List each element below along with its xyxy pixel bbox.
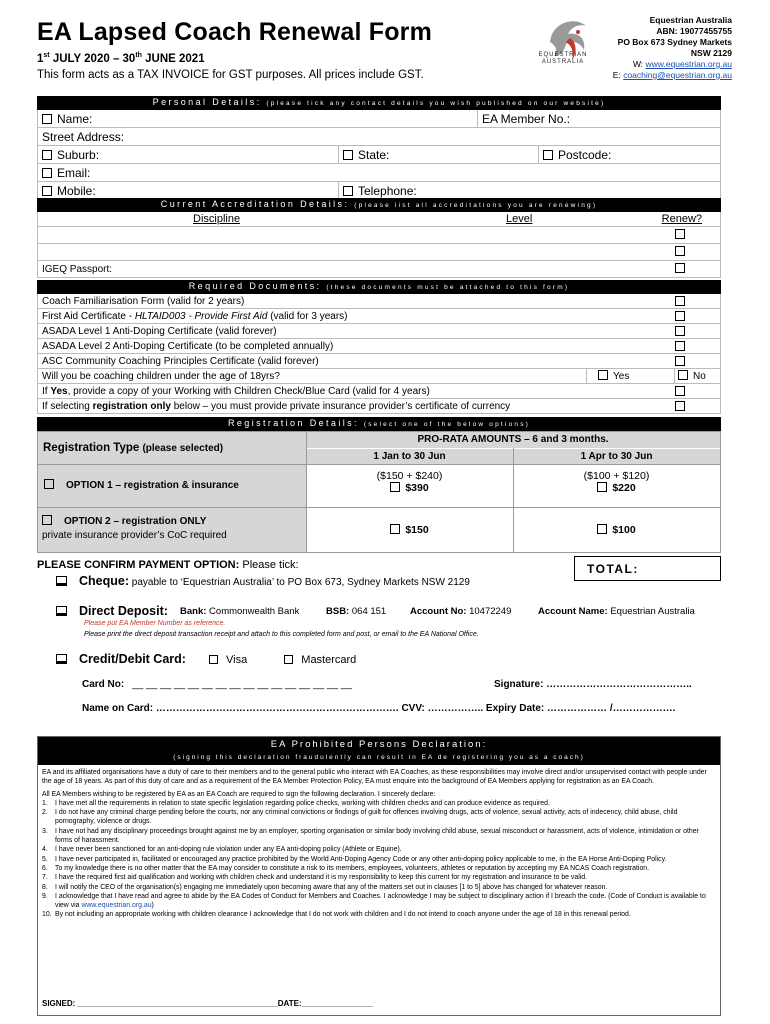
direct-deposit-option[interactable]: Direct Deposit: Bank: Commonwealth Bank BSB: 064 151 Account No: 10472249 Account Name: Equestrian Australia <box>56 604 716 618</box>
children-question-row: Will you be coaching children under the age of 18yrs? Yes No <box>37 369 721 384</box>
option-1-apr-checkbox[interactable] <box>597 482 607 492</box>
pro-rata-header: PRO-RATA AMOUNTS – 6 and 3 months. <box>306 432 720 448</box>
document-row: ASADA Level 1 Anti-Doping Certificate (valid forever) <box>37 324 721 339</box>
postcode-checkbox[interactable] <box>543 150 553 160</box>
declaration-section <box>37 736 721 1016</box>
coc-checkbox[interactable] <box>675 401 685 411</box>
option-2-price-apr: $100 <box>513 524 720 536</box>
option-2-apr-checkbox[interactable] <box>597 524 607 534</box>
website-link[interactable]: www.equestrian.org.au <box>645 59 732 69</box>
option-1-jan-checkbox[interactable] <box>390 482 400 492</box>
personal-details-bar: Personal Details: (please tick any contact details you wish published on our website) <box>37 96 721 110</box>
accreditation-row <box>37 227 721 244</box>
registration-table <box>37 431 721 553</box>
reference-note: Please put EA Member Number as reference. <box>84 620 226 627</box>
option-1-price-apr: ($100 + $120) $220 <box>583 470 650 494</box>
discipline-header: Discipline <box>193 213 241 225</box>
igeq-row <box>37 261 721 278</box>
email-link[interactable]: coaching@equestrian.org.au <box>623 70 732 80</box>
document-checkbox[interactable] <box>675 311 685 321</box>
declaration-item: 1. I have met all the requirements in relation to state specific legislation regarding police checks, working with children checks and can produce evidence as required. <box>42 799 550 807</box>
accreditation-header-row <box>37 212 721 227</box>
renew-checkbox-igeq[interactable] <box>675 263 685 273</box>
declaration-item: 5. I have never participated in, facilitated or encouraged any practice prohibited by the World Anti-Doping Agency Code or any other anti-doping policy applicable to me, in the EA Horse Anti-Doping Policy. <box>42 855 667 863</box>
no-checkbox[interactable] <box>678 370 688 380</box>
option-2-price-jan: $150 <box>306 524 513 536</box>
form-title: EA Lapsed Coach Renewal Form <box>37 18 433 46</box>
wwc-row: If Yes, provide a copy of your Working with Children Check/Blue Card (valid for 4 years) <box>37 384 721 399</box>
option-2[interactable]: OPTION 2 – registration ONLY private insurance provider’s CoC required <box>38 508 306 552</box>
email-checkbox[interactable] <box>42 168 52 178</box>
renew-header: Renew? <box>661 213 702 225</box>
signature-date-line[interactable]: SIGNED: _____________________________________________DATE:________________ <box>42 999 373 1008</box>
registration-type-header: Registration Type (please selected) <box>38 432 306 464</box>
direct-deposit-checkbox[interactable] <box>56 606 67 616</box>
declaration-item: 6. To my knowledge there is no other matter that the EA may consider to constitute a risk to its members, employees, volunteers, athletes or reputation by accepting my EA NCAS Coach registration. <box>42 864 650 872</box>
document-row: Coach Familiarisation Form (valid for 2 years) <box>37 294 721 309</box>
visa-checkbox[interactable] <box>209 655 218 664</box>
document-checkbox[interactable] <box>675 341 685 351</box>
card-option[interactable]: Credit/Debit Card: Visa Mastercard <box>56 652 356 666</box>
renew-checkbox-2[interactable] <box>675 246 685 256</box>
name-row: Name: EA Member No.: <box>37 110 721 128</box>
document-checkbox[interactable] <box>675 326 685 336</box>
mobile-row: Mobile: Telephone: <box>37 182 721 200</box>
mobile-checkbox[interactable] <box>42 186 52 196</box>
document-row: First Aid Certificate - HLTAID003 - Provide First Aid (valid for 3 years) <box>37 309 721 324</box>
declaration-title-bar: EA Prohibited Persons Declaration: (signing this declaration fraudulently can result in EA de registering you as a coach) <box>38 737 720 765</box>
state-checkbox[interactable] <box>343 150 353 160</box>
jan-jun-header: 1 Jan to 30 Jun <box>306 448 513 464</box>
logo-caption: EQUESTRIAN AUSTRALIA <box>538 52 588 65</box>
declaration-item: 9. I acknowledge that I have read and agree to abide by the EA Codes of Conduct for Members and Coaches. I acknowledge I may be subject to disciplinary action if I breach the code. (Code of Conduct is available to view via www.equestrian.org.au) <box>42 892 706 910</box>
mastercard-checkbox[interactable] <box>284 655 293 664</box>
receipt-note: Please print the direct deposit transaction receipt and attach to this completed form and post, or email to the EA National Office. <box>84 631 479 638</box>
wwc-checkbox[interactable] <box>675 386 685 396</box>
tax-invoice-note: This form acts as a TAX INVOICE for GST purposes. All prices include GST. <box>37 69 424 81</box>
option-1-price-jan: ($150 + $240) $390 <box>376 470 443 494</box>
accreditation-bar: Current Accreditation Details: (please list all accreditations you are renewing) <box>37 198 721 212</box>
apr-jun-header: 1 Apr to 30 Jun <box>513 448 720 464</box>
suburb-checkbox[interactable] <box>42 150 52 160</box>
telephone-checkbox[interactable] <box>343 186 353 196</box>
code-of-conduct-link[interactable]: www.equestrian.org.au <box>81 902 152 910</box>
email-row: Email: <box>37 164 721 182</box>
street-row <box>37 128 721 146</box>
declaration-intro: EA and its affiliated organisations have a duty of care to their members and to the general public who interact with EA Coaches, as these responsibilities may involve direct and/or unsupervised contact with people under the age of 18 years. As part of this duty of care and as a requirement of the EA Member Protection Policy, EA must enquire into the background of EA Members applying for registration as an EA Coach. <box>42 769 707 786</box>
declaration-lead: All EA Members wishing to be registered by EA as an EA Coach are required to sign the following declaration. I sincerely declare: <box>42 790 436 798</box>
signature-field[interactable]: Signature: …………………………………….. <box>494 679 692 690</box>
declaration-item: 8. I will notify the CEO of the organisation(s) engaging me immediately upon becoming aware that any of the matters set out in clauses [1 to 5] above has changed for whatever reason. <box>42 883 608 891</box>
declaration-list <box>42 799 716 920</box>
cheque-option[interactable]: Cheque: payable to ‘Equestrian Australia’ to PO Box 673, Sydney Markets NSW 2129 <box>56 574 470 588</box>
level-header: Level <box>506 213 533 225</box>
form-dates: 1st JULY 2020 – 30th JUNE 2021 <box>37 52 205 65</box>
registration-bar: Registration Details: (select one of the below options) <box>37 417 721 431</box>
renew-checkbox-1[interactable] <box>675 229 685 239</box>
accreditation-row <box>37 244 721 261</box>
document-row: ASADA Level 2 Anti-Doping Certificate (to be completed annually) <box>37 339 721 354</box>
total-box: TOTAL: <box>574 556 721 581</box>
cheque-checkbox[interactable] <box>56 576 67 586</box>
card-number-field[interactable]: Card No: __ __ __ __ __ __ __ __ __ __ __ __ __ __ __ __ <box>82 679 352 690</box>
document-checkbox[interactable] <box>675 356 685 366</box>
street-label: Street Address: <box>42 130 125 144</box>
declaration-item: 7. I have the required first aid qualification and working with children check and understand it is my responsibility to keep this current for my registration and insurance to be valid. <box>42 874 588 882</box>
declaration-item: 10. By not including an appropriate working with children clearance I acknowledge that I do not work with children and I do not intend to coach anyone under the age of 18 in this renewal period. <box>42 911 631 919</box>
registration-only-row: If selecting registration only below – you must provide private insurance provider’s certificate of currency <box>37 399 721 414</box>
option-1-checkbox[interactable] <box>44 479 54 489</box>
document-checkbox[interactable] <box>675 296 685 306</box>
payment-heading: PLEASE CONFIRM PAYMENT OPTION: Please tick: <box>37 559 299 571</box>
suburb-row: Suburb: State: Postcode: <box>37 146 721 164</box>
card-checkbox[interactable] <box>56 654 67 664</box>
declaration-item: 4. I have never been sanctioned for an anti-doping rule violation under any EA anti-doping policy (Athlete or Equine). <box>42 846 402 854</box>
organisation-address: Equestrian Australia ABN: 19077455755 PO Box 673 Sydney Markets NSW 2129 W: www.equestrian.org.au E: coaching@equestrian.org.au <box>612 15 732 80</box>
documents-bar: Required Documents: (these documents must be attached to this form) <box>37 280 721 294</box>
declaration-body <box>42 768 716 920</box>
igeq-label: IGEQ Passport: <box>42 264 113 275</box>
option-1[interactable]: OPTION 1 – registration & insurance <box>38 465 306 507</box>
yes-checkbox[interactable] <box>598 370 608 380</box>
member-number-label: EA Member No.: <box>482 112 571 126</box>
name-on-card-field[interactable]: Name on Card: ………………………………………………………………. CVV: …………….. Expiry Date: ……………… /………………. <box>82 703 676 714</box>
declaration-item: 3. I have not had any disciplinary proceedings brought against me by an employer, sporting organisation or similar body involving child abuse, sexual misconduct or harassment, acts of violence, intimidation or other forms of harassment. <box>42 827 699 845</box>
document-row: ASC Community Coaching Principles Certificate (valid forever) <box>37 354 721 369</box>
name-checkbox[interactable] <box>42 114 52 124</box>
option-2-checkbox[interactable] <box>42 515 52 525</box>
declaration-item: 2. I do not have any criminal charge pending before the courts, nor any criminal convictions or findings of guilt for offences involving drugs, acts of violence, sexual activity, acts of indecency, child abuse, child pornography, violence or drugs. <box>42 809 678 826</box>
option-2-jan-checkbox[interactable] <box>390 524 400 534</box>
